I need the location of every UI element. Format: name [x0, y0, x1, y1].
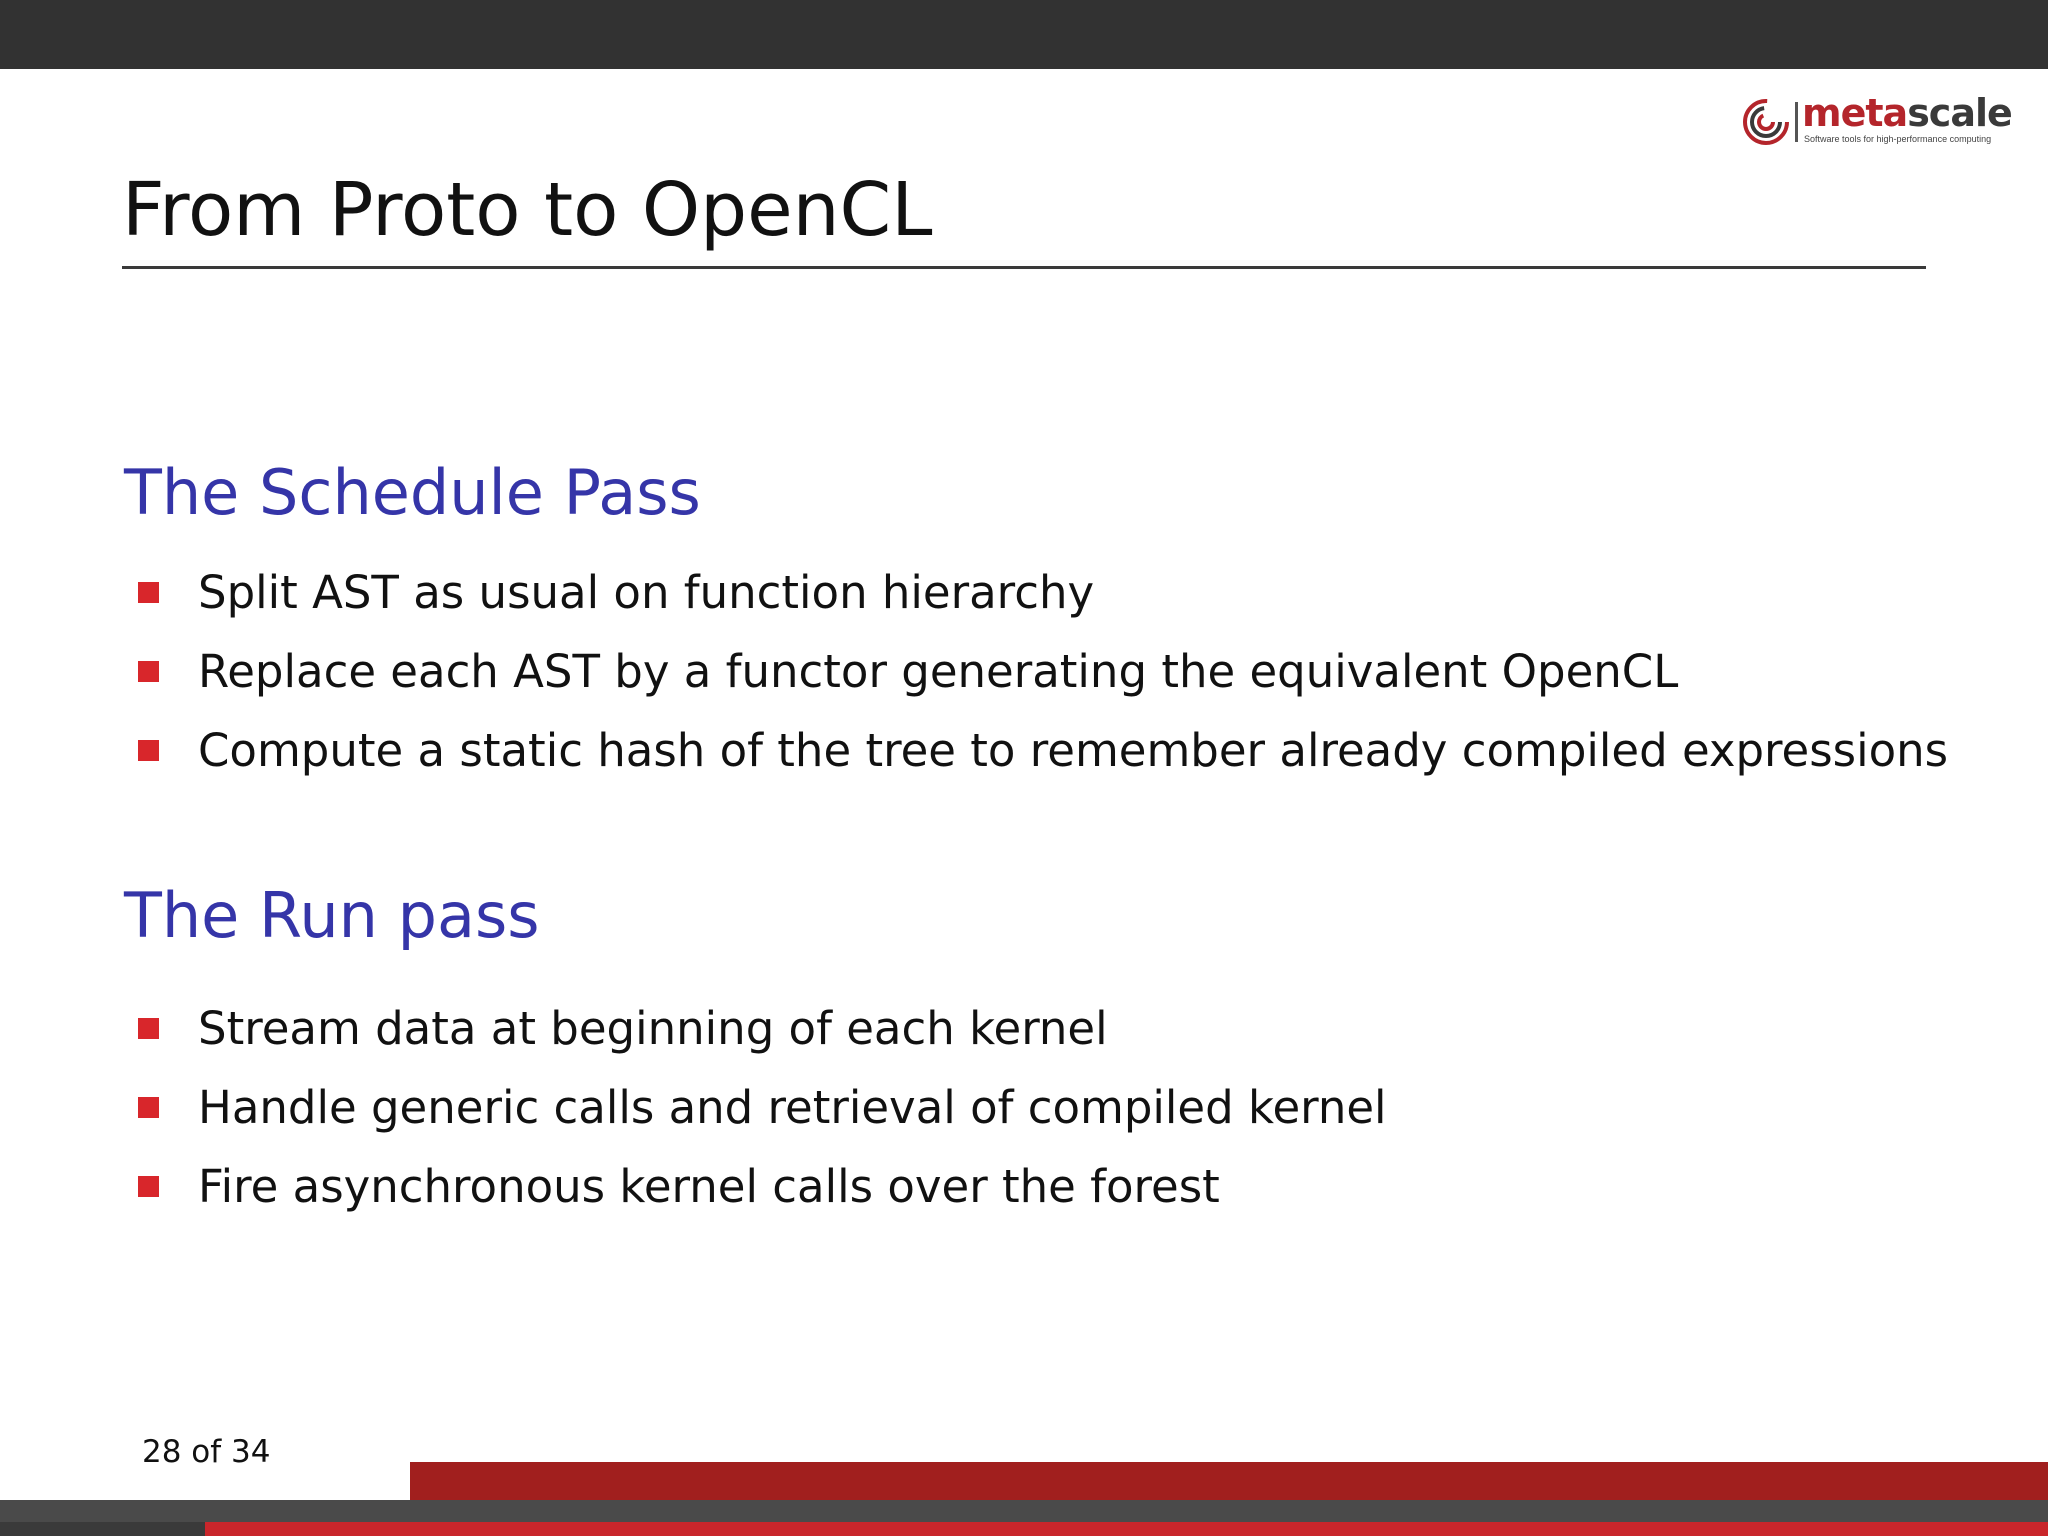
red-square-bullet-icon: [138, 582, 159, 603]
logo-tagline: Software tools for high-performance computing: [1804, 134, 1992, 144]
metascale-logo: [1742, 91, 2012, 152]
logo-word-meta: meta: [1802, 91, 1908, 135]
footer-progress-bar: [205, 1522, 2048, 1536]
bullet-text: Replace each AST by a functor generating the equivalent OpenCL: [198, 645, 1679, 698]
slide-title: From Proto to OpenCL: [122, 167, 933, 253]
section-heading-schedule-pass: The Schedule Pass: [124, 456, 701, 529]
metascale-spiral-icon: [1742, 98, 1790, 146]
bullet-text: Stream data at beginning of each kernel: [198, 1002, 1108, 1055]
title-divider: [122, 266, 1926, 269]
red-square-bullet-icon: [138, 740, 159, 761]
red-square-bullet-icon: [138, 1097, 159, 1118]
bullet-text: Compute a static hash of the tree to remember already compiled expressions: [198, 724, 1949, 777]
footer-progress-track: [0, 1522, 205, 1536]
section-heading-run-pass: The Run pass: [124, 879, 540, 952]
bullet-text: Split AST as usual on function hierarchy: [198, 566, 1095, 619]
footer-accent-bar: [410, 1462, 2048, 1500]
logo-divider: [1795, 102, 1798, 142]
bullet-text: Fire asynchronous kernel calls over the forest: [198, 1160, 1220, 1213]
red-square-bullet-icon: [138, 1018, 159, 1039]
logo-wordmark: [1802, 90, 2012, 136]
top-bar: [0, 0, 2048, 69]
bullet-text: Handle generic calls and retrieval of compiled kernel: [198, 1081, 1387, 1134]
page-number: 28 of 34: [142, 1434, 271, 1470]
red-square-bullet-icon: [138, 1176, 159, 1197]
logo-word-scale: scale: [1907, 91, 2012, 135]
red-square-bullet-icon: [138, 661, 159, 682]
footer-bar: [0, 1500, 2048, 1522]
